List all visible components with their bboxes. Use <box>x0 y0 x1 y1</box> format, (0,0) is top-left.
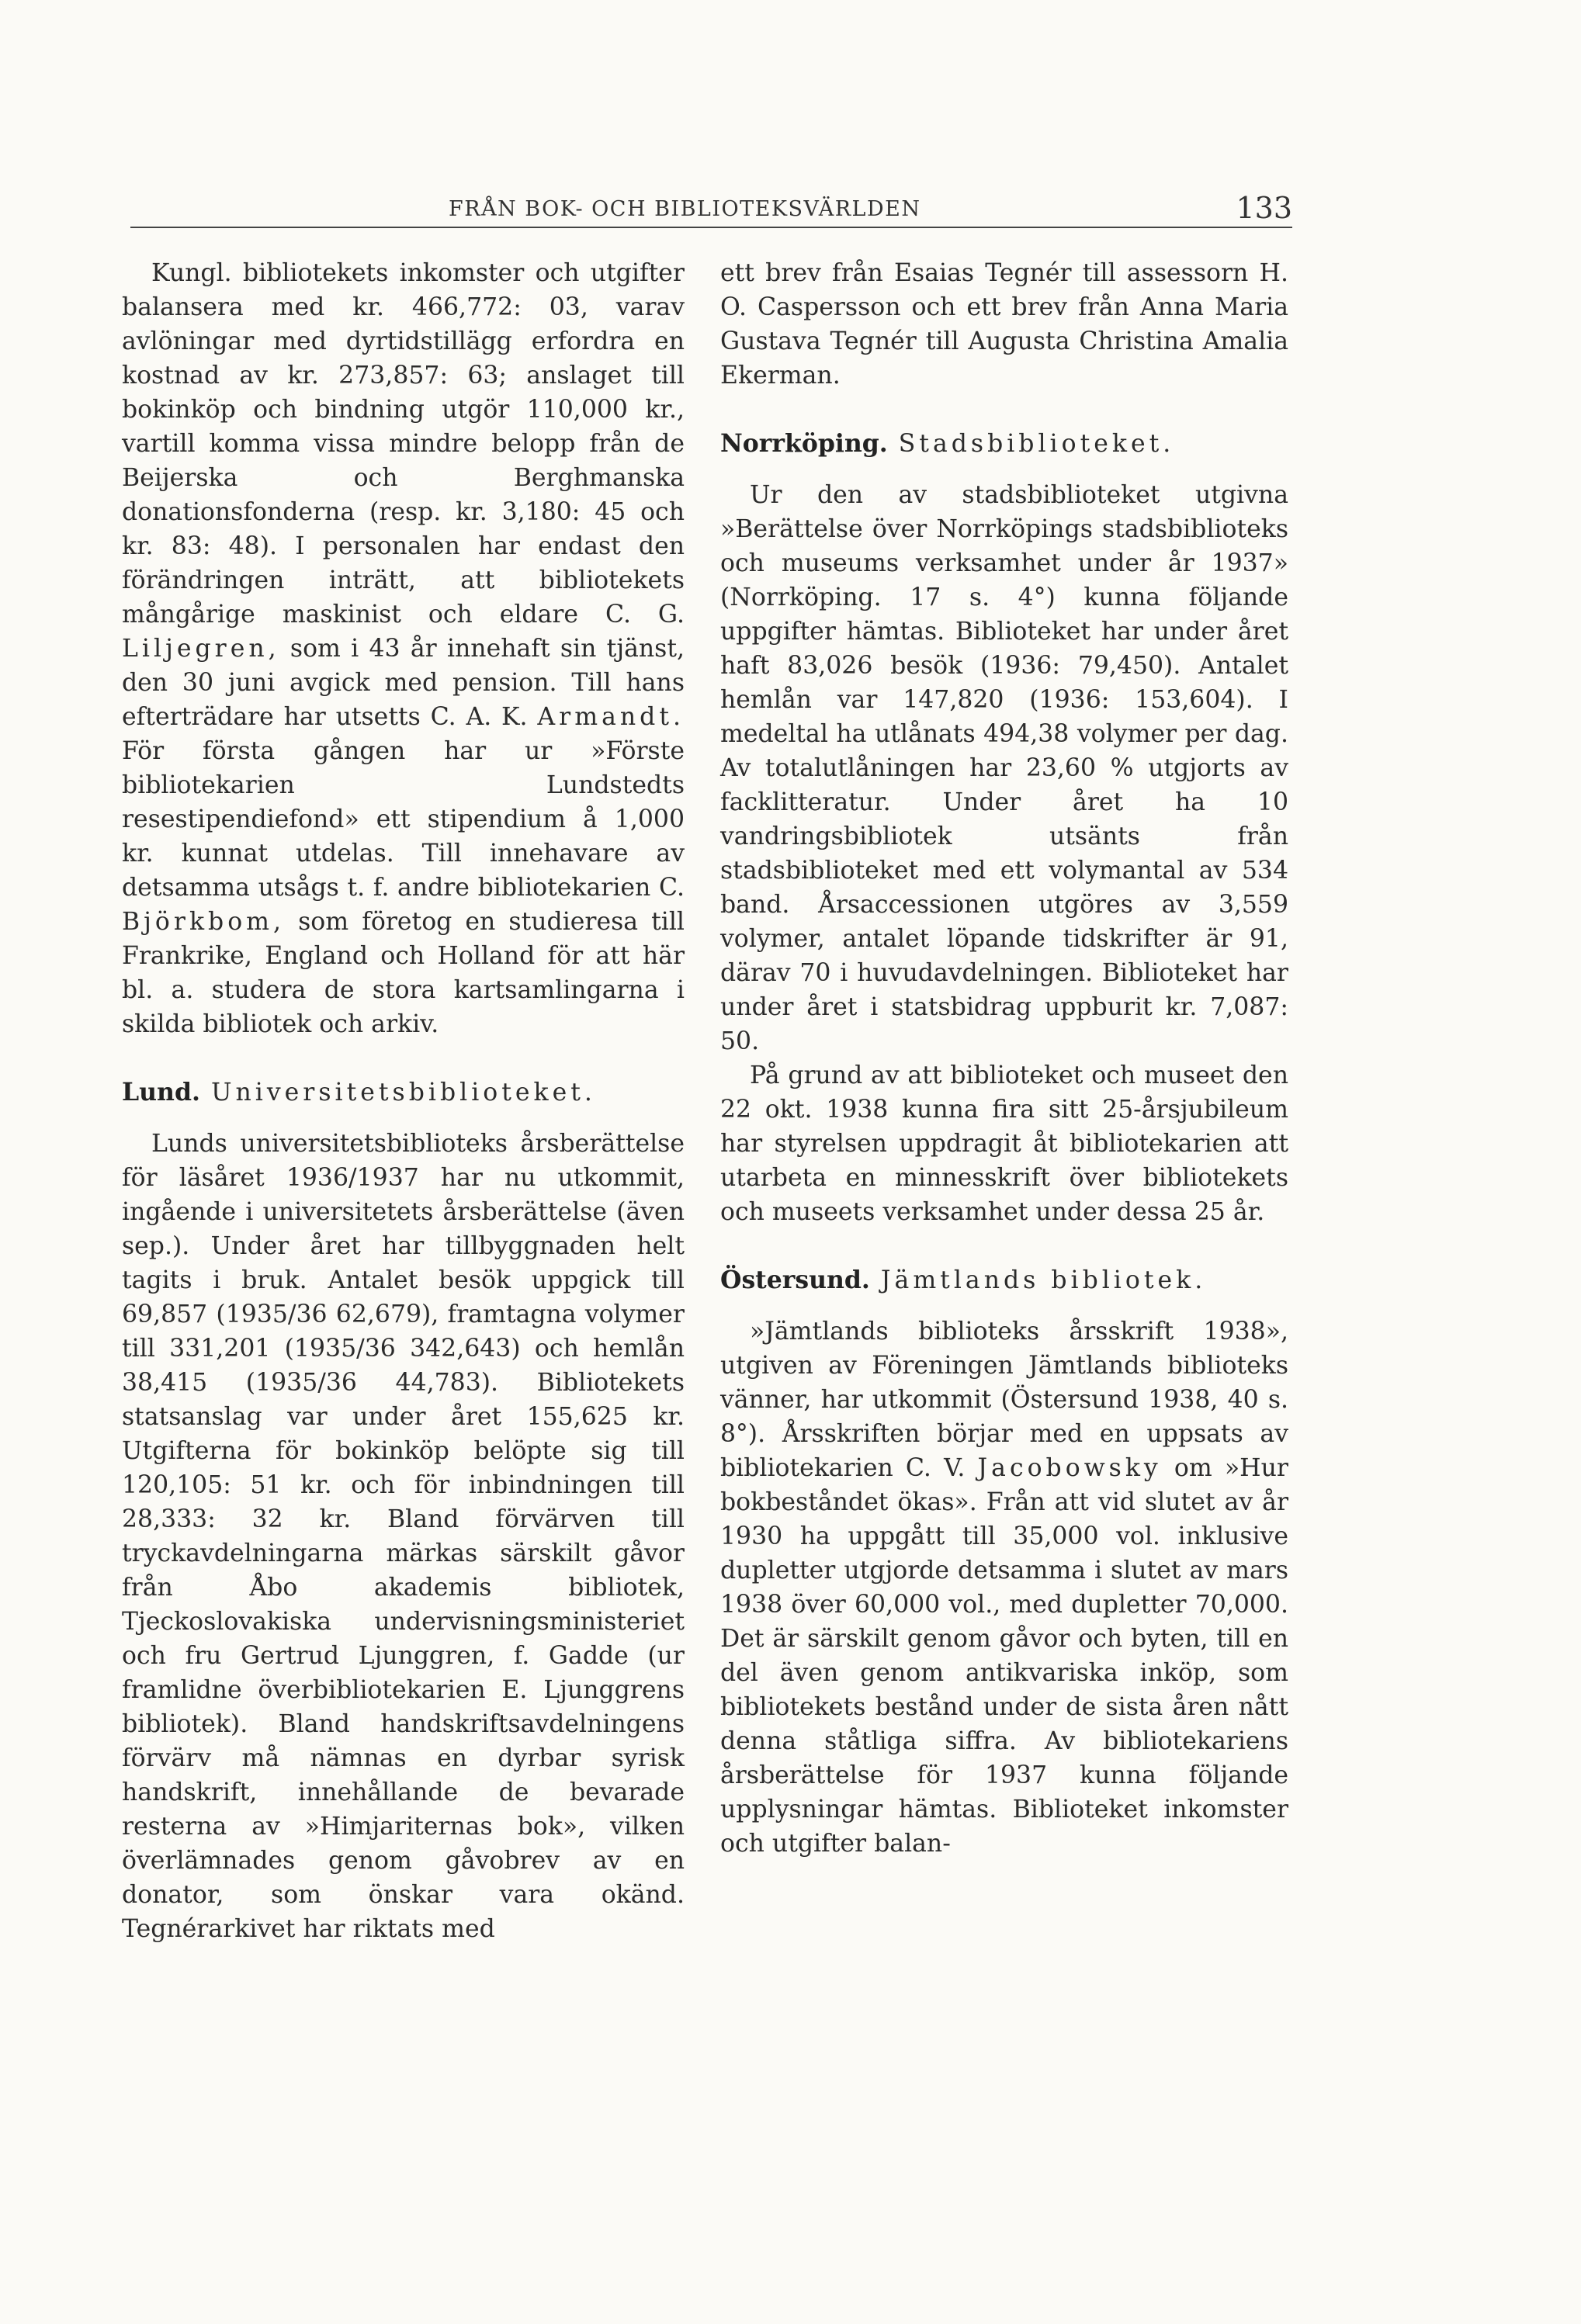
section-place: Lund. <box>122 1078 200 1107</box>
running-title: FRÅN BOK- OCH BIBLIOTEKSVÄRLDEN <box>449 197 921 221</box>
section-heading-lund <box>122 1075 685 1110</box>
section-place: Östersund. <box>720 1266 870 1294</box>
section-heading-ostersund <box>720 1263 1288 1297</box>
text-run: Kungl. bibliotekets inkomster och utgifter balansera med kr. 466,772: 03, varav avlöningar med dyrtidstillägg erfordra en kostnad av kr. 273,857: 63; anslaget till bokinköp och bindning utgör 110,000 kr., vartill komma vissa mindre belopp från de Beijerska och Berghmanska donationsfonderna (resp. kr. 3,180: 45 och kr. 83: 48). I personalen har endast den förändringen inträtt, att bibliotekets mångårige maskinist och eldare C. G. <box>122 259 685 629</box>
text-run: som företog en studieresa till Frankrike, England och Holland för att här bl. a. studera de stora kartsamlingarna i skilda bibliotek och arkiv. <box>122 908 685 1038</box>
section-name: Universitetsbiblioteket. <box>210 1079 596 1107</box>
section-name: Stadsbiblioteket. <box>898 430 1175 458</box>
person-name-armandt: Armandt. <box>537 703 685 731</box>
text-run: »Jämtlands biblioteks årsskrift 1938», utgiven av Föreningen Jämtlands biblioteks vänner, har utkommit (Östersund 1938, 40 s. 8°). Årsskriften börjar med en uppsats av bibliotekarien C. V. <box>720 1318 1288 1482</box>
page-header <box>130 191 1292 228</box>
paragraph-continued: ett brev från Esaias Tegnér till assessorn H. O. Caspersson och ett brev från Anna Maria Gustava Tegnér till Augusta Christina Amalia Ekerman. <box>720 259 1288 390</box>
paragraph-norrkoping: Ur den av stadsbiblioteket utgivna »Berättelse över Norrköpings stadsbiblioteks och museums verksamhet under år 1937» (Norrköping. 17 s. 4°) kunna följande uppgifter hämtas. Biblioteket har under året haft 83,026 besök (1936: 79,450). Antalet hemlån var 147,820 (1936: 153,604). I medeltal ha utlånats 494,38 volymer per dag. Av totalutlåningen har 23,60 % utgjorts av facklitteratur. Under året ha 10 vandringsbibliotek utsänts från stadsbiblioteket med ett volymantal av 534 band. Årsaccessionen utgöres av 3,559 volymer, antalet löpande tidskrifter är 91, därav 70 i huvudavdelningen. Biblioteket har under året i statsbidrag uppburit kr. 7,087: 50. <box>720 481 1288 1055</box>
paragraph-lund: Lunds universitetsbiblioteks årsberättelse för läsåret 1936/1937 har nu utkommit, ingående i universitetets årsberättelse (även sep.). Under året har tillbyggnaden helt tagits i bruk. Antalet besök uppgick till 69,857 (1935/36 62,679), framtagna volymer till 331,201 (1935/36 342,643) och hemlån 38,415 (1935/36 44,783). Bibliotekets statsanslag var under året 155,625 kr. Utgifterna för bokinköp belöpte sig till 120,105: 51 kr. och för inbindningen till 28,333: 32 kr. Bland förvärven till tryckavdelningarna märkas särskilt gåvor från Åbo akademis bibliotek, Tjeckoslovakiska undervisningsministeriet och fru Gertrud Ljunggren, f. Gadde (ur framlidne överbibliotekarien E. Ljunggrens bibliotek). Bland handskriftsavdelningens förvärv må nämnas en dyrbar syrisk handskrift, innehållande de bevarade resterna av »Himjariternas bok», vilken överlämnades genom gåvobrev av en donator, som önskar vara okänd. Tegnérarkivet har riktats med <box>122 1130 685 1943</box>
text-run: För första gången har ur »Förste bibliotekarien Lundstedts resestipendiefond» ett stipendium å 1,000 kr. kunnat utdelas. Till innehavare av detsamma utsågs t. f. andre bibliotekarien C. <box>122 737 685 902</box>
section-heading-norrkoping <box>720 427 1288 461</box>
left-column <box>122 256 685 1946</box>
person-name-jacobowsky: Jacobowsky <box>977 1454 1162 1482</box>
paragraph-ostersund <box>720 1314 1288 1861</box>
text-run: som i 43 år innehaft sin tjänst, den 30 juni avgick med pension. Till hans efterträdare har utsetts C. A. K. <box>122 635 685 731</box>
right-column <box>720 256 1288 1861</box>
page-number: 133 <box>1236 191 1292 225</box>
section-place: Norrköping. <box>720 429 888 458</box>
person-name-liljegren: Liljegren, <box>122 635 280 663</box>
paragraph-norrkoping-jubileum: På grund av att biblioteket och museet den 22 okt. 1938 kunna fira sitt 25-årsjubileum har styrelsen uppdragit åt bibliotekarien att utarbeta en minnesskrift över bibliotekets och museets verksamhet under dessa 25 år. <box>720 1062 1288 1226</box>
person-name-bjorkbom: Björkbom, <box>122 908 286 936</box>
paragraph-kungl-biblioteket <box>122 256 685 1041</box>
text-run: om »Hur bokbeståndet ökas». Från att vid slutet av år 1930 ha uppgått till 35,000 vol. inklusive dupletter utgjorde detsamma i slutet av mars 1938 över 60,000 vol., med dupletter 70,000. Det är särskilt genom gåvor och byten, till en del även genom antikvariska inköp, som bibliotekets bestånd under de sista åren nått denna ståtliga siffra. Av bibliotekariens årsberättelse för 1937 kunna följande upplysningar hämtas. Biblioteket inkomster och utgifter balan- <box>720 1454 1288 1858</box>
section-name: Jämtlands bibliotek. <box>880 1266 1207 1294</box>
